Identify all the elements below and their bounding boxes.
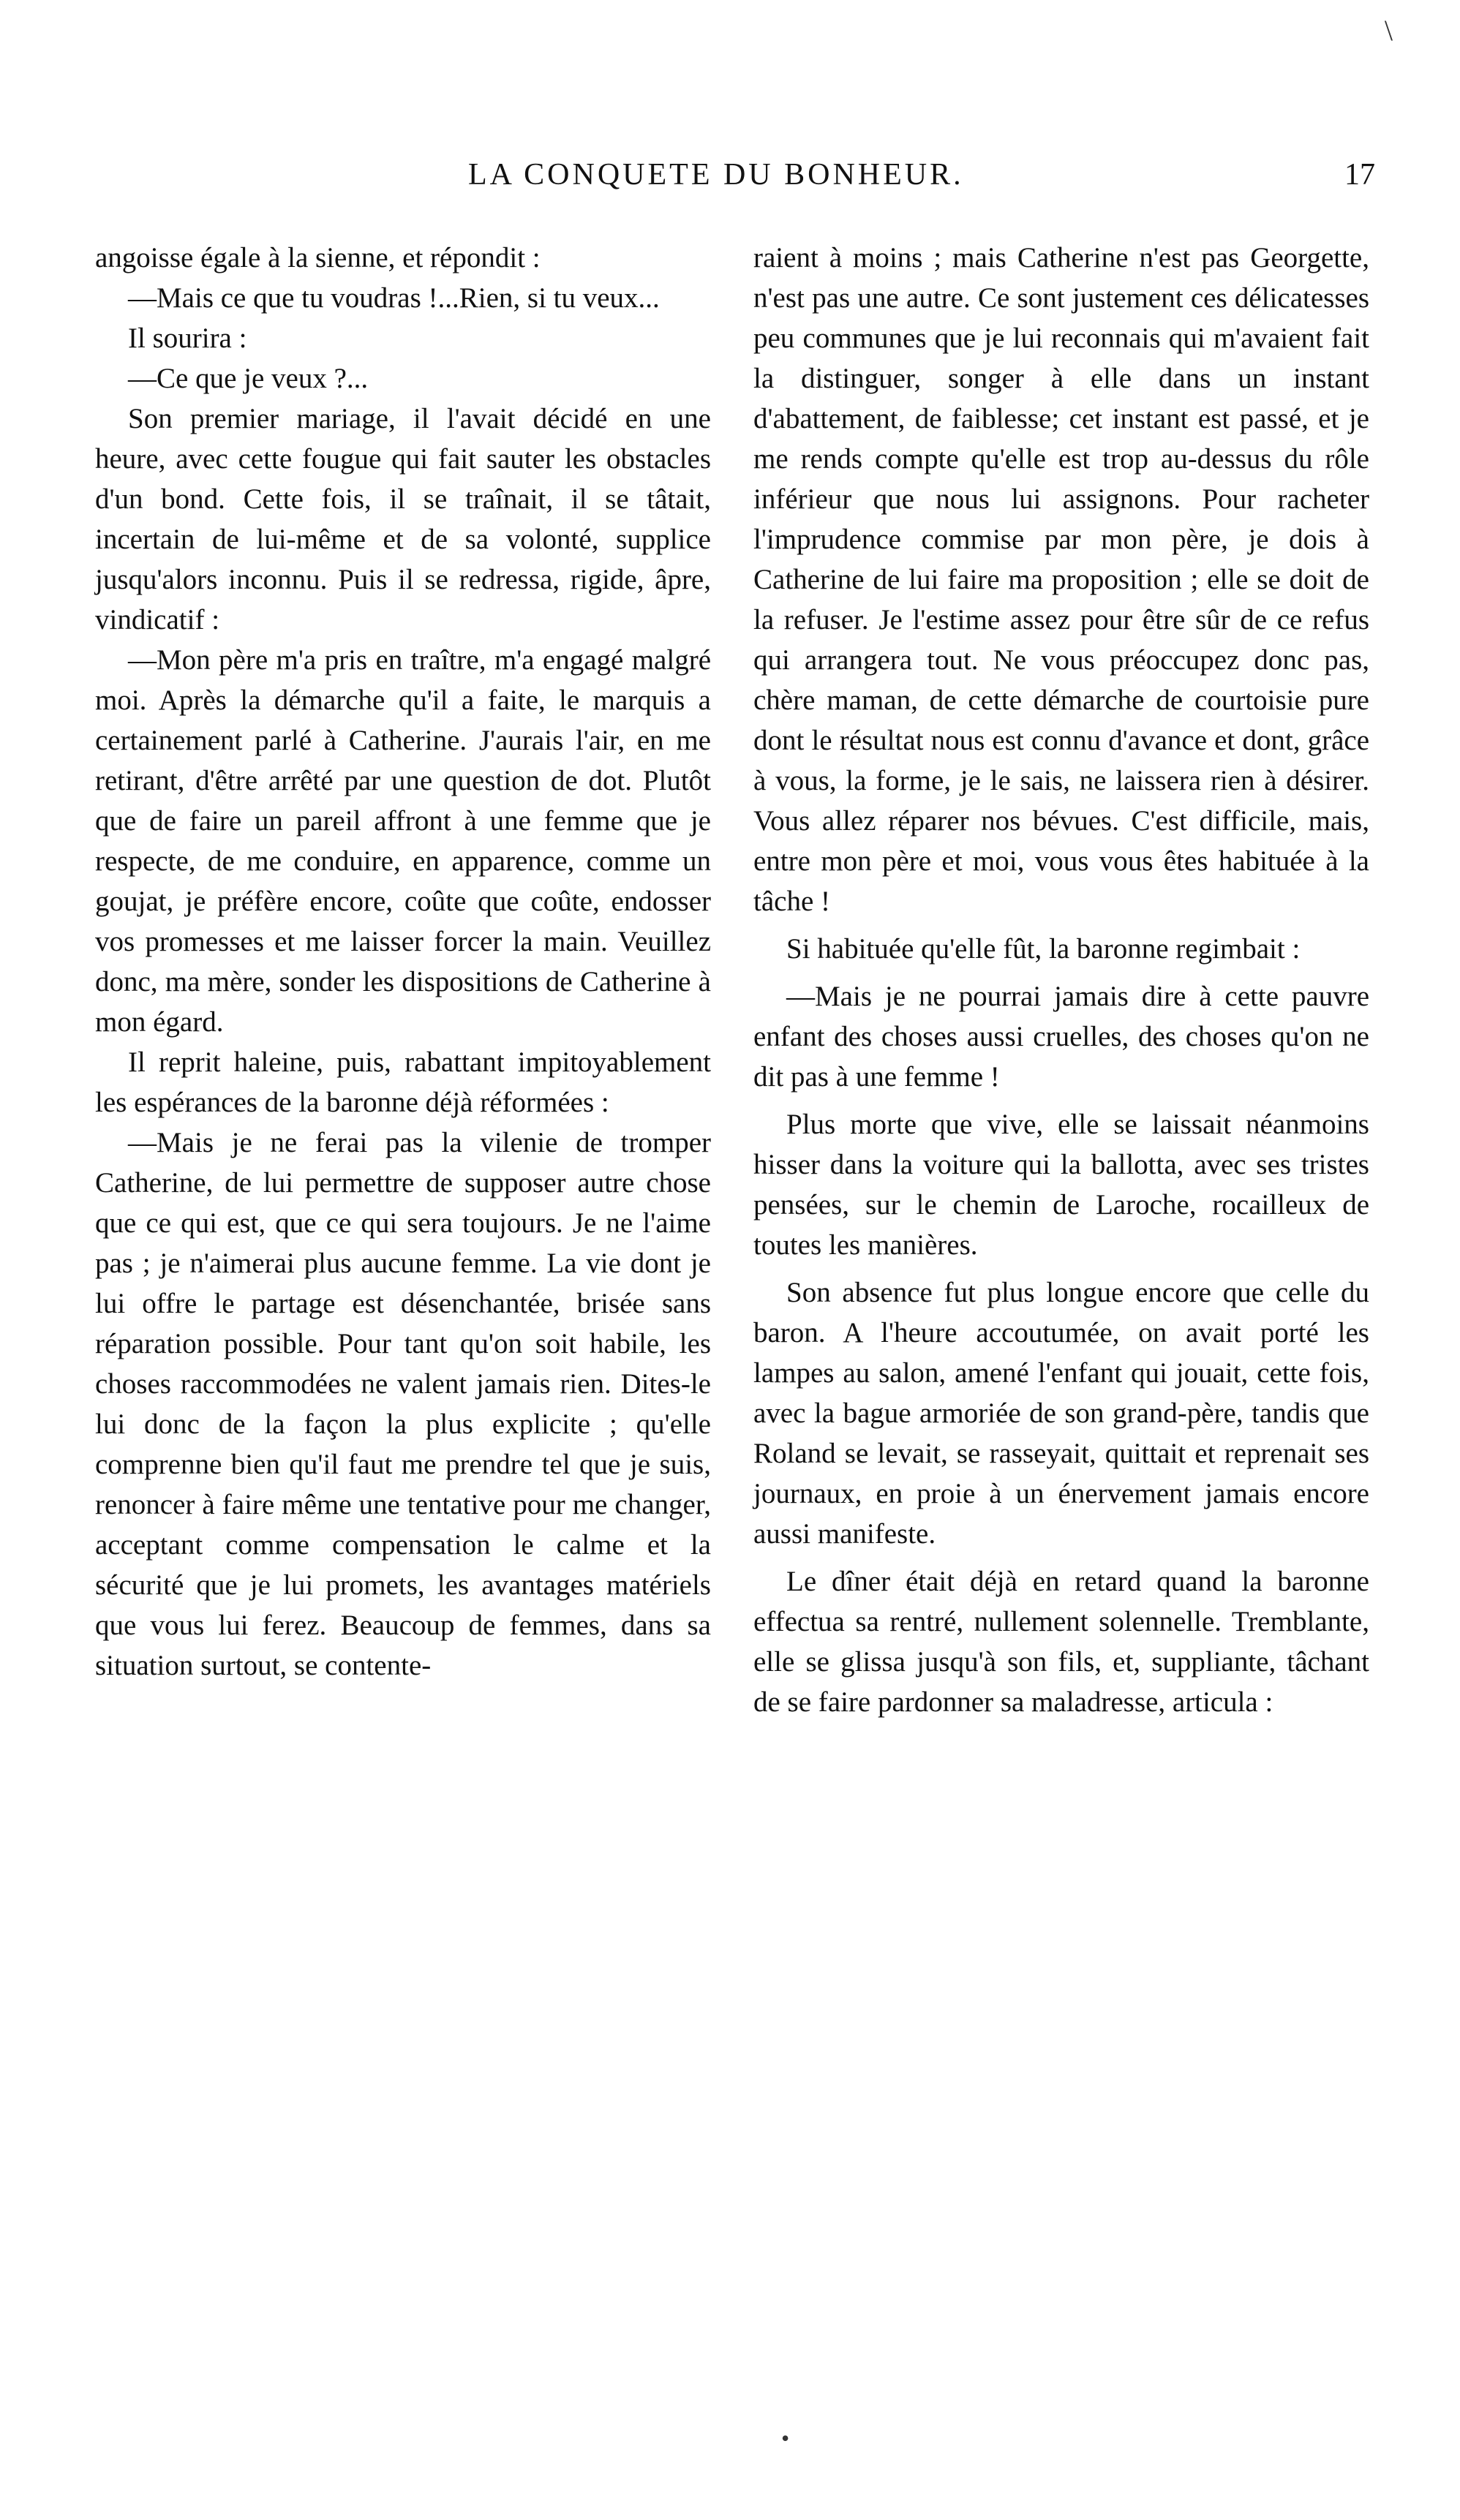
paragraph: raient à moins ; mais Catherine n'est pas Georgette, n'est pas une autre. Ce sont justement ces délicatesses peu communes que je lui reconnais qui m'avaient fait la distinguer, songer à elle dans un instant d'abattement, de faiblesse; cet instant est passé, et je me rends compte qu'elle est trop au-dessus du rôle inférieur que nous lui assignons. Pour racheter l'imprudence commise par mon père, je dois à Catherine de lui faire ma proposition ; elle se doit de la refuser. Je l'estime assez pour être sûr de ce refus qui arrangera tout. Ne vous préoccupez donc pas, chère maman, de cette démarche de courtoisie pure dont le résultat nous est connu d'avance et dont, grâce à vous, la forme, je le sais, ne laissera rien à désirer. Vous allez réparer nos bévues. C'est difficile, mais, entre mon père et moi, vous vous êtes habituée à la tâche ! [753,242,1369,917]
paragraph: Si habituée qu'elle fût, la baronne regimbait : [786,933,1301,965]
paragraph: Plus morte que vive, elle se laissait néanmoins hisser dans la voiture qui la ballotta, avec ses tristes pensées, sur le chemin de Laroche, rocailleux de toutes les manières. [753,1109,1369,1261]
paragraph: —Mais je ne ferai pas la vilenie de tromper Catherine, de lui permettre de supposer autre chose que ce qui est, que ce qui sera toujours. Je ne l'aime pas ; je n'aimerai plus aucune femme. La vie dont je lui offre le partage est désenchantée, brisée sans réparation possible. Pour tant qu'on soit habile, les choses raccommodées ne valent jamais rien. Dites-le lui donc de la façon la plus explicite ; qu'elle comprenne bien qu'il faut me prendre tel que je suis, renoncer à faire même une tentative pour me changer, acceptant comme compensation le calme et la sécurité que je lui promets, les avantages matériels que vous lui ferez. Beaucoup de femmes, dans sa situation surtout, se contente- [95,1127,711,1681]
paragraph: angoisse égale à la sienne, et répondit : [95,242,541,273]
corner-mark: \ [1384,14,1393,47]
running-header [88,157,1375,201]
paragraph: —Mais je ne pourrai jamais dire à cette pauvre enfant des choses aussi cruelles, des choses qu'on ne dit pas à une femme ! [753,981,1369,1093]
page-dot-mark: • [781,2425,790,2451]
paragraph: Il reprit haleine, puis, rabattant impitoyablement les espérances de la baronne déjà réformées : [95,1046,711,1118]
paragraph: Son absence fut plus longue encore que celle du baron. A l'heure accoutumée, on avait porté les lampes au salon, amené l'enfant qui jouait, cette fois, avec la bague armoriée de son grand-père, tandis que Roland se levait, se rasseyait, quittait et reprenait ses journaux, en proie à un énervement jamais encore aussi manifeste. [753,1277,1369,1550]
right-text-column [753,238,1369,1722]
paragraph: Le dîner était déjà en retard quand la baronne effectua sa rentré, nullement solennelle. Tremblante, elle se glissa jusqu'à son fils, et, suppliante, tâchant de se faire pardonner sa maladresse, articula : [753,1566,1369,1718]
paragraph: Son premier mariage, il l'avait décidé en une heure, avec cette fougue qui fait sauter les obstacles d'un bond. Cette fois, il se traînait, il se tâtait, incertain de lui-même et de sa volonté, supplice jusqu'alors inconnu. Puis il se redressa, rigide, âpre, vindicatif : [95,403,711,635]
page-number: 17 [1344,158,1375,192]
running-title: LA CONQUETE DU BONHEUR. [468,158,964,192]
paragraph: Il sourira : [128,322,247,354]
paragraph: —Mon père m'a pris en traître, m'a engagé malgré moi. Après la démarche qu'il a faite, le marquis a certainement parlé à Catherine. J'aurais l'air, en me retirant, d'être arrêté par une question de dot. Plutôt que de faire un pareil affront à une femme que je respecte, de me conduire, en apparence, comme un goujat, je préfère encore, coûte que coûte, endosser vos promesses et me laisser forcer la main. Veuillez donc, ma mère, sonder les dispositions de Catherine à mon égard. [95,644,711,1038]
paragraph: —Ce que je veux ?... [128,363,369,394]
paragraph: —Mais ce que tu voudras !...Rien, si tu veux... [128,282,660,314]
left-text-column [95,238,711,1686]
